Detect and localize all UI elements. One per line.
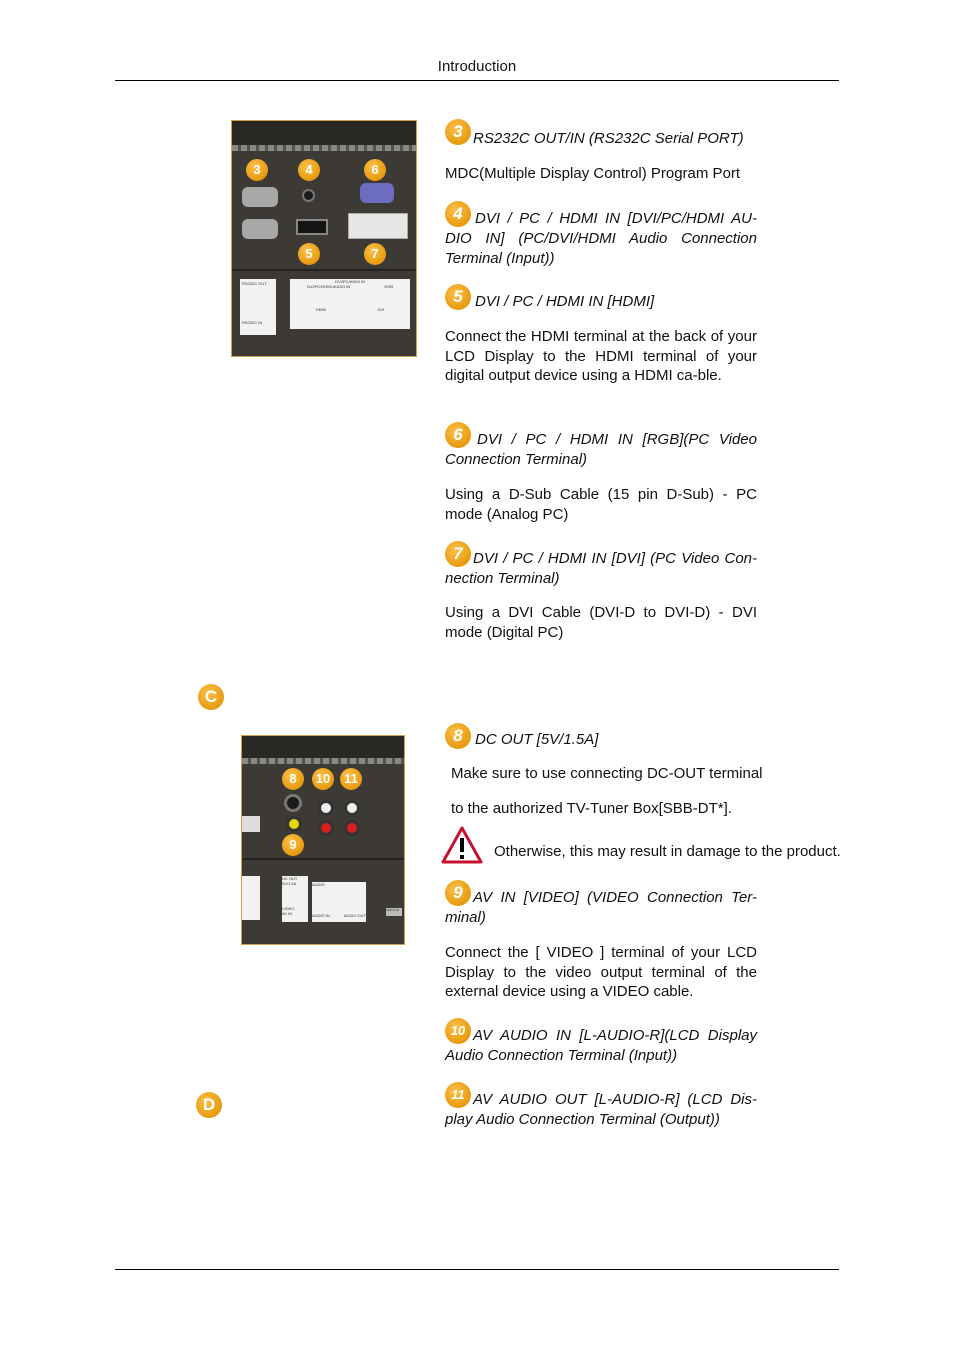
label-audio-in-2: AUDIO IN (312, 913, 330, 918)
label-dc-out: DC OUT 5V/1.5A (282, 876, 298, 886)
header-rule (115, 80, 839, 81)
marker-7: 7 (445, 541, 471, 567)
item-6-title (445, 425, 757, 470)
label-audio-out: AUDIO OUT (343, 913, 366, 918)
audio-out-r-jack (344, 820, 360, 836)
panel-marker-5: 5 (298, 243, 320, 265)
panel-marker-8: 8 (282, 768, 304, 790)
rs232c-in-port (242, 219, 278, 239)
audio-out-l-jack (344, 800, 360, 816)
item-7-desc: Using a DVI Cable (DVI-D to DVI-D) - DVI mode (Digital PC) (445, 604, 757, 641)
warning-icon (441, 826, 483, 864)
item-7-title (445, 544, 757, 589)
dc-out-port (284, 794, 302, 812)
item-6-desc: Using a D-Sub Cable (15 pin D-Sub) - PC mode (Analog PC) (445, 486, 757, 523)
panel-marker-10: 10 (312, 768, 334, 790)
item-9-title (445, 883, 757, 928)
item-5-title-text: DVI / PC / HDMI IN [HDMI] (475, 293, 655, 310)
section-c-marker: C (198, 684, 224, 710)
label-dvi-pc-hdmi-in: DVI/PC/HDMI IN (335, 279, 365, 284)
item-8-desc-line2: to the authorized TV-Tuner Box[SBB-DT*]. (451, 800, 732, 817)
item-7-title-text: DVI / PC / HDMI IN [DVI] (PC Video Con-nection Terminal) (445, 550, 757, 587)
label-rs232c-in: RS232C IN (242, 320, 263, 325)
rs232c-label-strip (240, 279, 276, 335)
panel-marker-7: 7 (364, 243, 386, 265)
marker-11: 11 (445, 1082, 471, 1108)
label-hdmi: HDMI (315, 307, 326, 312)
item-3-desc: MDC(Multiple Display Control) Program Port (445, 165, 741, 182)
marker-3: 3 (445, 119, 471, 145)
label-rgb: RGB (384, 284, 393, 289)
rs232c-out-port (242, 187, 278, 207)
marker-5: 5 (445, 284, 471, 310)
label-dvi: DVI (377, 307, 385, 312)
marker-8: 8 (445, 723, 471, 749)
connector-panel-image-1 (231, 120, 417, 357)
label-av-in: AV IN (282, 911, 293, 916)
warning-text: Otherwise, this may result in damage to the product. (494, 843, 841, 860)
label-audio: AUDIO (312, 882, 325, 887)
panel-marker-9: 9 (282, 834, 304, 856)
section-d-marker: D (196, 1092, 222, 1118)
panel-marker-4: 4 (298, 159, 320, 181)
item-4-title (445, 204, 757, 269)
marker-9: 9 (445, 880, 471, 906)
marker-10: 10 (445, 1018, 471, 1044)
panel-marker-6: 6 (364, 159, 386, 181)
item-11-title (445, 1087, 757, 1130)
audio-in-r-jack (318, 820, 334, 836)
item-10-title-text: AV AUDIO IN [L-AUDIO-R](LCD Display Audio Connection Terminal (Input)) (445, 1027, 757, 1064)
footer-rule (115, 1269, 839, 1270)
audio-in-l-jack (318, 800, 334, 816)
item-4-title-text: DVI / PC / HDMI IN [DVI/PC/HDMI AU-DIO IN] (PC/DVI/HDMI Audio Connection Terminal (Input)) (445, 210, 757, 267)
marker-4: 4 (445, 201, 471, 227)
audio-jack (302, 189, 315, 202)
label-service: SERVICE (386, 908, 402, 916)
item-9-desc: Connect the [ VIDEO ] terminal of your LCD Display to the video output terminal of the external device using a VIDEO cable. (445, 944, 757, 1000)
item-10-title (445, 1023, 757, 1066)
item-3-title (445, 122, 757, 149)
label-audio-in: DVI/PC/HDMI AUDIO IN (306, 284, 351, 289)
item-3-title-text: RS232C OUT/IN (RS232C Serial PORT) (473, 130, 744, 147)
item-8-title-text: DC OUT [5V/1.5A] (475, 731, 599, 748)
label-rs232c-out: RS232C OUT (242, 281, 267, 286)
dvi-port (348, 213, 408, 239)
av-in-label-strip (282, 876, 308, 922)
rgb-port (360, 183, 394, 203)
panel-marker-11: 11 (340, 768, 362, 790)
audio-label-strip (312, 882, 366, 922)
dvi-pc-hdmi-label-strip (290, 279, 410, 329)
video-jack (286, 816, 302, 832)
item-11-title-text: AV AUDIO OUT [L-AUDIO-R] (LCD Dis-play Audio Connection Terminal (Output)) (445, 1091, 757, 1128)
item-5-title (445, 287, 757, 312)
page-title: Introduction (437, 58, 517, 75)
item-9-title-text: AV IN [VIDEO] (VIDEO Connection Ter-minal) (445, 889, 757, 926)
item-5-desc: Connect the HDMI terminal at the back of your LCD Display to the HDMI terminal of your digital output device using a HDMI ca-ble. (445, 328, 757, 384)
hdmi-port (296, 219, 328, 235)
marker-6: 6 (445, 422, 471, 448)
connector-panel-image-2 (241, 735, 405, 945)
item-8-desc-line1: Make sure to use connecting DC-OUT terminal (451, 765, 763, 782)
item-6-title-text: DVI / PC / HDMI IN [RGB](PC Video Connection Terminal) (445, 431, 757, 468)
label-video: VIDEO (282, 906, 295, 911)
panel-marker-3: 3 (246, 159, 268, 181)
item-8-title (445, 726, 757, 750)
